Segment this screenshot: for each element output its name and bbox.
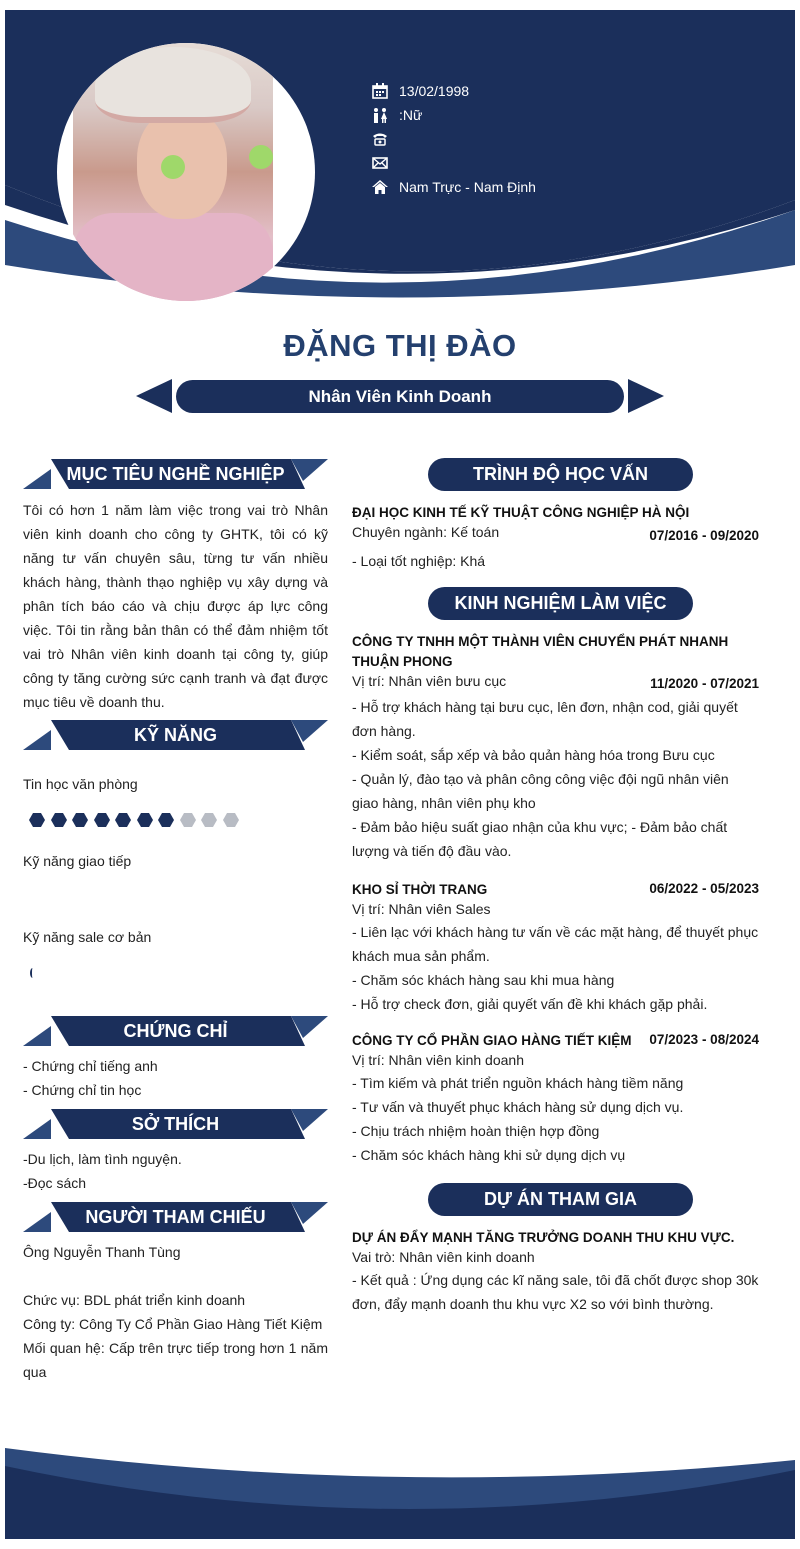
job-bullet: - Tìm kiếm và phát triển nguồn khách hàng tiềm năng [352, 1075, 684, 1091]
job-dates: 06/2022 - 05/2023 [649, 881, 759, 896]
job-dates: 07/2023 - 08/2024 [649, 1032, 759, 1047]
job-item [352, 1031, 759, 1167]
job-item [352, 880, 759, 1016]
reference-role: Chức vụ: BDL phát triển kinh doanh [23, 1292, 246, 1308]
objective-title: MỤC TIÊU NGHỀ NGHIỆP [66, 464, 285, 484]
resume-page [5, 10, 795, 1539]
email-icon [371, 155, 389, 171]
job-item [352, 632, 759, 863]
objective-text: Tôi có hơn 1 năm làm việc trong vai trò Nhân viên kinh doanh cho công ty GHTK, tôi có kỹ năng tư vấn chuyên sâu, từng tư vấn nhiều khách hàng, thành thạo nghiệp vụ xây dựng và phân tích báo cáo và chịu được áp lực công việc. Tôi tin rằng bản thân có thể đảm nhiệm tốt vai trò Nhân viên kinh doanh tại công ty, giúp công ty tăng cường sức cạnh tranh và đạt được mục tiêu về doanh thu. [23, 502, 328, 710]
project-result: - Kết quả : Ứng dụng các kĩ năng sale, tôi đã chốt được shop 30k đơn, đẩy mạnh doanh thu khu vực X2 so với bình thường. [352, 1272, 759, 1312]
certificate-item: - Chứng chỉ tiếng anh [23, 1058, 158, 1074]
hobbies-title: SỞ THÍCH [131, 1114, 220, 1134]
skills-title: KỸ NĂNG [133, 725, 217, 745]
contact-info [371, 80, 536, 200]
contact-email [371, 152, 536, 174]
birthdate-text: 13/02/1998 [399, 83, 470, 99]
contact-birthdate [371, 80, 536, 102]
job-role: Vị trí: Nhân viên bưu cục [352, 673, 507, 689]
certificates-title: CHỨNG CHỈ [123, 1021, 228, 1041]
skills-header [23, 720, 328, 750]
project-role: Vai trò: Nhân viên kinh doanh [352, 1249, 535, 1265]
skill-dot-filled [137, 812, 153, 828]
candidate-name: ĐẶNG THỊ ĐÀO [283, 328, 517, 363]
home-icon [371, 179, 389, 195]
references-title: NGƯỜI THAM CHIẾU [85, 1207, 266, 1227]
skill-rating-office [29, 812, 244, 828]
avatar [57, 43, 315, 301]
skill-name-sales: Kỹ năng sale cơ bản [23, 929, 152, 945]
project-name: DỰ ÁN ĐẨY MẠNH TĂNG TRƯỞNG DOANH THU KHU VỰC. [352, 1230, 735, 1245]
certificates-header [23, 1016, 328, 1046]
references-header [23, 1202, 328, 1232]
education-dates: 07/2016 - 09/2020 [649, 528, 759, 543]
job-bullet: - Tư vấn và thuyết phục khách hàng sử dụng dịch vụ. [352, 1099, 684, 1115]
job-company: CÔNG TY TNHH MỘT THÀNH VIÊN CHUYỂN PHÁT NHANH THUẬN PHONG [352, 634, 729, 669]
skill-dot-filled [51, 812, 67, 828]
job-bullet: - Hỗ trợ khách hàng tại bưu cục, lên đơn, nhận cod, giải quyết đơn hàng. [352, 699, 738, 739]
hobbies-header [23, 1109, 328, 1139]
education-grade: - Loại tốt nghiệp: Khá [352, 553, 486, 569]
skill-dot-empty [223, 812, 239, 828]
job-bullet: - Liên lạc với khách hàng tư vấn về các mặt hàng, để thuyết phục khách mua sản phẩm. [352, 924, 759, 964]
reference-company: Công ty: Công Ty Cổ Phần Giao Hàng Tiết Kiệm [23, 1316, 323, 1332]
job-bullet: - Hỗ trợ check đơn, giải quyết vấn đề khi khách gặp phải. [352, 996, 708, 1012]
education-major: Chuyên ngành: Kế toán [352, 524, 500, 540]
hobby-item: -Du lịch, làm tình nguyện. [23, 1151, 182, 1167]
job-bullet: - Chịu trách nhiệm hoàn thiện hợp đồng [352, 1123, 600, 1139]
job-company: KHO SỈ THỜI TRANG [352, 882, 488, 897]
skill-dot-empty [180, 812, 196, 828]
job-bullet: - Chăm sóc khách hàng sau khi mua hàng [352, 972, 615, 988]
position-title: Nhân Viên Kinh Doanh [176, 380, 624, 413]
education-header: TRÌNH ĐỘ HỌC VẤN [428, 458, 693, 491]
sticker-icon [249, 145, 273, 169]
job-bullet: - Chăm sóc khách hàng khi sử dụng dịch vụ [352, 1147, 626, 1163]
objective-header [23, 459, 328, 489]
skill-name-communication: Kỹ năng giao tiếp [23, 853, 132, 869]
skill-dot-filled [115, 812, 131, 828]
certificate-item: - Chứng chỉ tin học [23, 1082, 142, 1098]
gender-icon [371, 107, 389, 123]
contact-phone [371, 128, 536, 150]
projects-header: DỰ ÁN THAM GIA [428, 1183, 693, 1216]
project-block [352, 1228, 759, 1316]
hobby-item: -Đọc sách [23, 1175, 87, 1191]
footer-background [5, 1430, 795, 1539]
skill-dot-filled [94, 812, 110, 828]
job-bullet: - Kiểm soát, sắp xếp và bảo quản hàng hóa trong Bưu cục [352, 747, 715, 763]
contact-address [371, 176, 536, 198]
job-role: Vị trí: Nhân viên Sales [352, 901, 491, 917]
job-dates: 11/2020 - 07/2021 [650, 676, 759, 691]
job-role: Vị trí: Nhân viên kinh doanh [352, 1052, 524, 1068]
skill-dot-filled [29, 812, 45, 828]
right-arrow-decoration [626, 377, 666, 415]
skill-dot-filled [72, 812, 88, 828]
school-name: ĐẠI HỌC KINH TẾ KỸ THUẬT CÔNG NGHIỆP HÀ NỘI [352, 505, 690, 520]
reference-relation: Mối quan hệ: Cấp trên trực tiếp trong hơn 1 năm qua [23, 1340, 328, 1380]
contact-gender [371, 104, 536, 126]
skill-dot-empty [201, 812, 217, 828]
calendar-icon [371, 83, 389, 99]
job-bullet: - Đảm bảo hiệu suất giao nhận của khu vực; - Đảm bảo chất lượng và tiến độ đầu vào. [352, 819, 728, 859]
job-bullet: - Quản lý, đào tạo và phân công công việc đội ngũ nhân viên giao hàng, nhân viên phụ kho [352, 771, 729, 811]
skill-name-office: Tin học văn phòng [23, 776, 138, 792]
job-company: CÔNG TY CỔ PHẦN GIAO HÀNG TIẾT KIỆM [352, 1033, 632, 1048]
address-text: Nam Trực - Nam Định [399, 179, 536, 195]
left-arrow-decoration [136, 377, 176, 415]
experience-header: KINH NGHIỆM LÀM VIỆC [428, 587, 693, 620]
profile-photo [73, 43, 273, 301]
sticker-icon [161, 155, 185, 179]
education-block [352, 503, 759, 573]
skill-dot-filled [158, 812, 174, 828]
phone-icon [371, 131, 389, 147]
skill-rating-sales [30, 968, 35, 978]
reference-name: Ông Nguyễn Thanh Tùng [23, 1244, 181, 1260]
gender-text: :Nữ [399, 107, 423, 123]
